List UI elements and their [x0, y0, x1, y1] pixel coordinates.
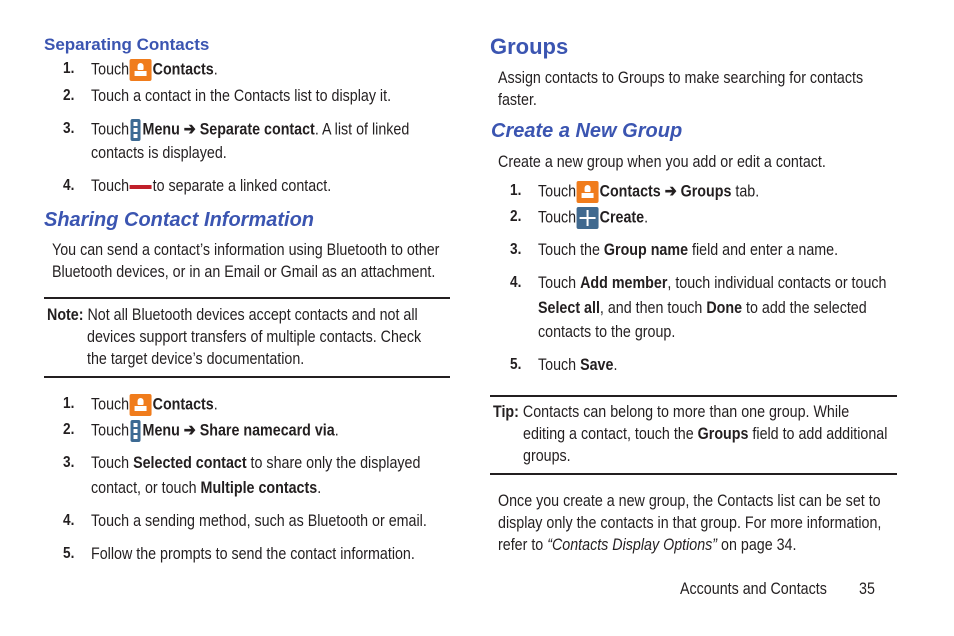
divider	[490, 473, 897, 475]
step-number: 4.	[63, 512, 75, 529]
step-text	[91, 478, 321, 498]
section-heading: Separating Contacts	[44, 35, 210, 54]
text: Touch	[91, 176, 130, 195]
note-text: the target device’s documentation.	[87, 349, 305, 368]
step-text	[91, 59, 218, 81]
section-heading: Groups	[490, 34, 569, 59]
step-text	[538, 207, 648, 229]
tip-text: groups.	[523, 446, 571, 465]
step-text	[91, 453, 420, 473]
step-text	[91, 176, 331, 196]
text: Touch	[538, 207, 577, 227]
step-number: 4.	[510, 274, 522, 291]
text: .	[213, 394, 218, 414]
step-text: contacts to the group.	[538, 322, 676, 341]
subsection-heading: Create a New Group	[491, 120, 683, 142]
contacts-icon	[130, 59, 152, 81]
contacts-icon	[577, 181, 599, 203]
text: to separate a linked contact.	[152, 176, 332, 195]
note-label: Note:	[47, 305, 84, 324]
text: Touch	[538, 355, 577, 374]
step-text	[538, 240, 838, 260]
bold-text: Contacts ➔ Groups	[599, 181, 732, 201]
section-heading: Sharing Contact Information	[44, 209, 314, 231]
tip	[493, 402, 849, 422]
text: Touch	[91, 420, 130, 440]
step-text	[538, 355, 617, 375]
note-text: devices support transfers of multiple contacts. Check	[87, 327, 422, 346]
step-text	[538, 298, 867, 318]
bold-text: Select all	[538, 298, 600, 317]
step-number: 2.	[63, 421, 75, 438]
text: . A list of linked	[314, 119, 410, 139]
step-text: Touch a sending method, such as Bluetooth or email.	[91, 511, 427, 530]
menu-icon	[131, 420, 141, 442]
step-number: 1.	[63, 60, 75, 77]
step-number: 3.	[63, 120, 75, 137]
bold-text: Create	[599, 207, 645, 227]
paragraph: Create a new group when you add or edit a contact.	[498, 152, 826, 171]
bold-text: Done	[706, 298, 743, 317]
step-number: 1.	[63, 395, 75, 412]
text: on page 34.	[717, 535, 797, 554]
text: .	[334, 420, 339, 440]
plus-icon	[577, 207, 599, 229]
step-number: 4.	[63, 177, 75, 194]
step-number: 5.	[63, 545, 75, 562]
text: .	[317, 478, 322, 497]
text: .	[213, 59, 218, 79]
step-text: Follow the prompts to send the contact information.	[91, 544, 415, 563]
bold-text: Groups	[697, 424, 749, 443]
text: Touch	[91, 59, 130, 79]
divider	[490, 395, 897, 397]
divider	[44, 297, 450, 299]
text: , touch individual contacts or touch	[667, 273, 887, 292]
text: refer to	[498, 535, 548, 554]
paragraph: display only the contacts in that group. For more information,	[498, 513, 882, 532]
bold-text: Menu ➔ Separate contact	[142, 119, 315, 139]
step-number: 2.	[510, 208, 522, 225]
text: field and enter a name.	[691, 240, 839, 259]
page-number: 35	[859, 579, 875, 598]
footer-section: Accounts and Contacts	[680, 579, 827, 598]
paragraph: You can send a contact’s information using Bluetooth to other	[52, 240, 440, 259]
cross-reference-link[interactable]: “Contacts Display Options”	[547, 535, 718, 554]
paragraph: Bluetooth devices, or in an Email or Gmail as an attachment.	[52, 262, 436, 281]
divider	[44, 376, 450, 378]
text: Touch	[91, 453, 130, 472]
bold-text: Menu ➔ Share namecard via	[142, 420, 335, 440]
text: Touch	[538, 273, 577, 292]
bold-text: Contacts	[152, 394, 214, 414]
text: Touch the	[538, 240, 600, 259]
contacts-icon	[130, 394, 152, 416]
menu-icon	[131, 119, 141, 141]
step-number: 3.	[63, 454, 75, 471]
text: to share only the displayed	[250, 453, 421, 472]
bold-text: Multiple contacts	[200, 478, 318, 497]
text: editing a contact, touch the	[523, 424, 694, 443]
bold-text: Group name	[603, 240, 689, 259]
text: contact, or touch	[91, 478, 197, 497]
text: .	[613, 355, 618, 374]
text: Contacts can belong to more than one group. While	[522, 402, 850, 421]
step-number: 1.	[510, 182, 522, 199]
step-text	[91, 119, 409, 141]
text: to add the selected	[746, 298, 867, 317]
text: tab.	[735, 181, 760, 201]
remove-icon	[130, 185, 152, 189]
step-text	[538, 273, 886, 293]
text: Not all Bluetooth devices accept contacts and not all	[87, 305, 418, 324]
text: Touch	[91, 119, 130, 139]
paragraph: Once you create a new group, the Contacts list can be set to	[498, 491, 881, 510]
step-text: contacts is displayed.	[91, 143, 227, 162]
bold-text: Add member	[580, 273, 668, 292]
bold-text: Contacts	[152, 59, 214, 79]
paragraph: faster.	[498, 90, 537, 109]
text: .	[644, 207, 649, 227]
bold-text: Selected contact	[133, 453, 247, 472]
step-text: Touch a contact in the Contacts list to display it.	[91, 86, 392, 105]
paragraph	[498, 535, 796, 555]
tip-label: Tip:	[493, 402, 519, 421]
paragraph: Assign contacts to Groups to make searching for contacts	[498, 68, 864, 87]
text: field to add additional	[752, 424, 888, 443]
note	[47, 305, 418, 325]
step-text	[538, 181, 759, 203]
text: , and then touch	[599, 298, 703, 317]
step-text	[91, 394, 218, 416]
bold-text: Save	[580, 355, 614, 374]
text: Touch	[538, 181, 577, 201]
step-number: 2.	[63, 87, 75, 104]
tip-text	[523, 424, 887, 444]
text: Touch	[91, 394, 130, 414]
step-text	[91, 420, 339, 442]
step-number: 3.	[510, 241, 522, 258]
step-number: 5.	[510, 356, 522, 373]
